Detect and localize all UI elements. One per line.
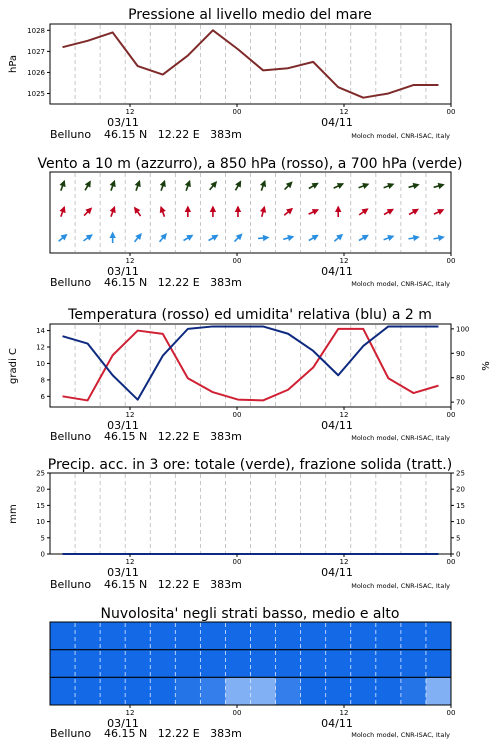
temperature-location-coords: 46.15 N 12.22 E 383m: [104, 430, 242, 443]
temperature-location-name: Belluno: [50, 430, 92, 443]
time-tick-label: 12: [339, 558, 349, 566]
cloud-cell: [351, 677, 377, 705]
wind-location-coords: 46.15 N 12.22 E 383m: [104, 276, 242, 289]
cloud-cell: [100, 650, 126, 678]
date-label: 04/11: [321, 116, 353, 129]
cloud-cell: [50, 622, 76, 650]
time-tick-label: 00: [446, 411, 456, 419]
cloud-cell: [276, 677, 302, 705]
precipitation-y-ticks-right: [451, 470, 465, 559]
cloud-cell: [100, 622, 126, 650]
y-tick-label: 1027: [27, 47, 45, 56]
temperature-y-label: gradi C: [8, 348, 19, 384]
time-tick-label: 00: [446, 709, 456, 717]
cloud-cell: [376, 622, 402, 650]
cloud-cell: [251, 622, 277, 650]
y-tick-label: 25: [456, 469, 465, 478]
y-tick-label: 100: [456, 325, 470, 334]
y-tick-label: 25: [36, 469, 45, 478]
time-tick-label: 00: [232, 411, 242, 419]
cloud-cell: [351, 650, 377, 678]
cloud-cell: [376, 677, 402, 705]
time-tick-label: 12: [339, 411, 349, 419]
pressure-title: Pressione al livello medio del mare: [128, 7, 372, 23]
cloud-cell: [75, 677, 101, 705]
time-tick-label: 12: [339, 108, 349, 116]
y-tick-label: 1028: [27, 26, 45, 35]
y-tick-label: 10: [36, 518, 45, 527]
cloud-cell: [225, 650, 251, 678]
pressure-credit: Moloch model, CNR-ISAC, Italy: [351, 132, 450, 140]
date-label: 04/11: [321, 265, 353, 278]
temperature-credit: Moloch model, CNR-ISAC, Italy: [351, 434, 450, 442]
y-tick-label: 90: [456, 349, 465, 358]
cloud-cell: [150, 650, 176, 678]
precipitation-time-axis: [107, 554, 455, 579]
temperature-time-axis: [107, 407, 455, 432]
date-label: 04/11: [321, 419, 353, 432]
time-tick-label: 00: [446, 108, 456, 116]
y-tick-label: 6: [40, 392, 45, 401]
cloud-cell: [100, 677, 126, 705]
cloud-cell: [175, 677, 201, 705]
wind-footer: [50, 276, 450, 289]
cloud-cell: [225, 677, 251, 705]
cloud-cell: [225, 622, 251, 650]
cloud-cell: [75, 622, 101, 650]
time-tick-label: 00: [232, 257, 242, 265]
cloud-cell: [426, 622, 452, 650]
date-label: 03/11: [107, 116, 139, 129]
precipitation-footer: [50, 578, 450, 591]
cloud-cell: [200, 650, 226, 678]
cloud-cell: [251, 677, 277, 705]
temperature-panel: [8, 307, 492, 443]
y-tick-label: 0: [456, 550, 461, 559]
cloud-cell: [301, 650, 327, 678]
date-label: 03/11: [107, 566, 139, 579]
wind-time-axis: [107, 253, 455, 278]
date-label: 03/11: [107, 265, 139, 278]
cloud-cell: [125, 677, 151, 705]
pressure-panel: [8, 7, 455, 141]
y-tick-label: 5: [40, 534, 45, 543]
cloud-cell: [426, 677, 452, 705]
cloud-cell: [125, 650, 151, 678]
cloud-cell: [276, 650, 302, 678]
time-tick-label: 12: [125, 108, 135, 116]
y-tick-label: 1025: [27, 89, 45, 98]
temperature-footer: [50, 430, 450, 443]
precipitation-credit: Moloch model, CNR-ISAC, Italy: [351, 582, 450, 590]
wind-location-name: Belluno: [50, 276, 92, 289]
cloud-title: Nuvolosita' negli strati basso, medio e alto: [100, 606, 400, 622]
y-tick-label: 15: [456, 501, 465, 510]
cloud-location-coords: 46.15 N 12.22 E 383m: [104, 727, 242, 740]
date-label: 04/11: [321, 566, 353, 579]
cloud-cell: [326, 650, 352, 678]
y-tick-label: 80: [456, 374, 465, 383]
precipitation-plot-frame: [50, 473, 451, 554]
pressure-time-axis: [107, 104, 455, 129]
cloud-panel: [50, 606, 455, 740]
y-tick-label: 8: [40, 376, 45, 385]
time-tick-label: 00: [446, 257, 456, 265]
date-label: 03/11: [107, 717, 139, 730]
temperature-y-ticks: [36, 327, 50, 401]
cloud-cell: [401, 650, 427, 678]
cloud-cell: [401, 622, 427, 650]
time-tick-label: 12: [125, 257, 135, 265]
cloud-credit: Moloch model, CNR-ISAC, Italy: [351, 731, 450, 739]
cloud-cell: [200, 677, 226, 705]
cloud-cell: [150, 622, 176, 650]
cloud-cell: [150, 677, 176, 705]
cloud-cell: [75, 650, 101, 678]
cloud-cell: [401, 677, 427, 705]
humidity-y-label: %: [481, 361, 492, 371]
cloud-cell: [326, 622, 352, 650]
time-tick-label: 00: [446, 558, 456, 566]
pressure-location-coords: 46.15 N 12.22 E 383m: [104, 128, 242, 141]
wind-panel: [37, 156, 462, 289]
y-tick-label: 20: [456, 485, 465, 494]
cloud-cell: [426, 650, 452, 678]
cloud-cell: [200, 622, 226, 650]
y-tick-label: 20: [36, 485, 45, 494]
y-tick-label: 14: [36, 327, 45, 336]
y-tick-label: 12: [36, 343, 45, 352]
cloud-cells: [50, 622, 452, 706]
time-tick-label: 00: [232, 108, 242, 116]
y-tick-label: 10: [36, 359, 45, 368]
pressure-footer: [50, 128, 450, 141]
pressure-location-name: Belluno: [50, 128, 92, 141]
time-tick-label: 12: [125, 558, 135, 566]
y-tick-label: 1026: [27, 68, 45, 77]
y-tick-label: 5: [456, 534, 461, 543]
date-label: 04/11: [321, 717, 353, 730]
cloud-cell: [351, 622, 377, 650]
precipitation-panel: [8, 457, 465, 591]
temperature-title: Temperatura (rosso) ed umidita' relativa (blu) a 2 m: [68, 307, 432, 323]
cloud-footer: [50, 727, 450, 740]
precipitation-location-coords: 46.15 N 12.22 E 383m: [104, 578, 242, 591]
precipitation-title: Precip. acc. in 3 ore: totale (verde), frazione solida (tratt.): [47, 457, 453, 473]
temperature-plot-frame: [50, 324, 451, 407]
y-tick-label: 10: [456, 518, 465, 527]
pressure-y-ticks: [27, 27, 50, 98]
y-tick-label: 0: [40, 550, 45, 559]
cloud-cell: [376, 650, 402, 678]
time-tick-label: 00: [232, 558, 242, 566]
pressure-y-label: hPa: [8, 54, 19, 74]
cloud-cell: [125, 622, 151, 650]
cloud-cell: [301, 677, 327, 705]
cloud-cell: [276, 622, 302, 650]
y-tick-label: 70: [456, 398, 465, 407]
cloud-cell: [301, 622, 327, 650]
wind-credit: Moloch model, CNR-ISAC, Italy: [351, 280, 450, 288]
time-tick-label: 12: [125, 411, 135, 419]
cloud-cell: [175, 650, 201, 678]
cloud-location-name: Belluno: [50, 727, 92, 740]
cloud-cell: [50, 650, 76, 678]
precipitation-y-ticks: [36, 470, 50, 559]
wind-title: Vento a 10 m (azzurro), a 850 hPa (rosso), a 700 hPa (verde): [37, 156, 463, 172]
time-tick-label: 12: [339, 709, 349, 717]
precipitation-y-label: mm: [8, 504, 19, 524]
time-tick-label: 12: [125, 709, 135, 717]
y-tick-label: 15: [36, 501, 45, 510]
humidity-y-ticks: [451, 325, 469, 406]
precipitation-location-name: Belluno: [50, 578, 92, 591]
date-label: 03/11: [107, 419, 139, 432]
cloud-cell: [326, 677, 352, 705]
time-tick-label: 12: [339, 257, 349, 265]
cloud-cell: [175, 622, 201, 650]
time-tick-label: 00: [232, 709, 242, 717]
cloud-cell: [251, 650, 277, 678]
cloud-cell: [50, 677, 76, 705]
